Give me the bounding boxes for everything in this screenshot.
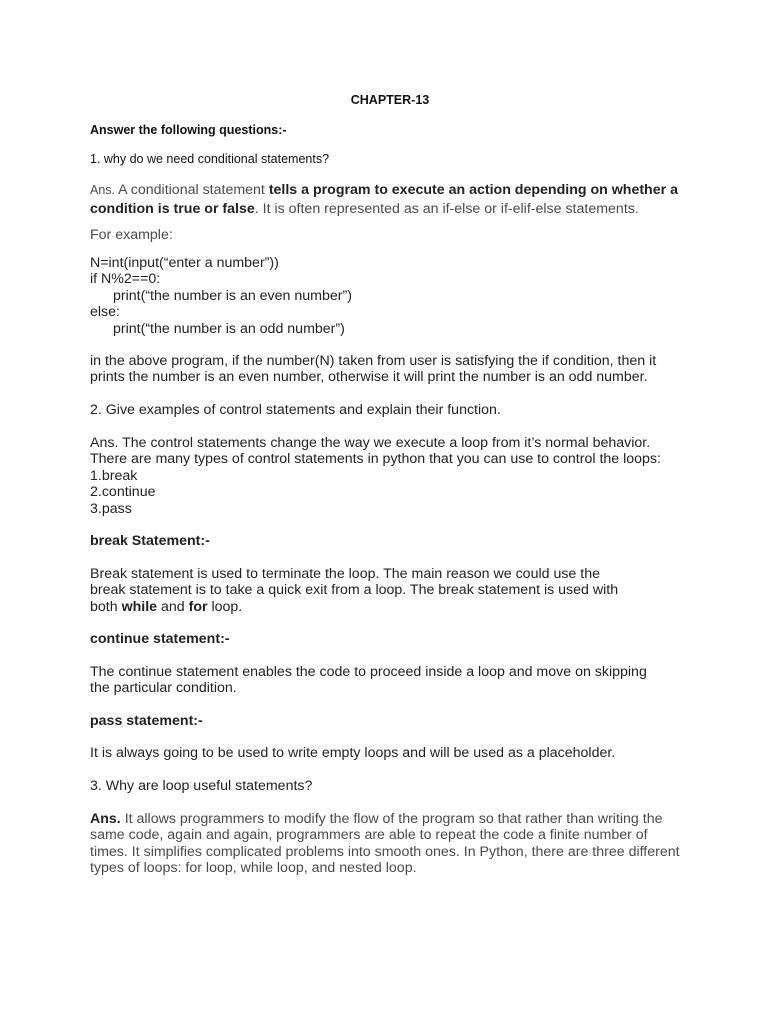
answer-3-label: Ans.	[90, 811, 121, 827]
code-line: print(“the number is an odd number”)	[113, 320, 345, 337]
continue-heading: continue statement:-	[90, 631, 230, 647]
pass-text: It is always going to be used to write empty loops and will be used as a placeholder.	[90, 745, 616, 761]
answer-1	[90, 181, 690, 219]
break-text-and: and	[157, 598, 189, 615]
break-heading: break Statement:-	[90, 533, 210, 549]
question-3: 3. Why are loop useful statements?	[90, 778, 313, 794]
answer-2-intro: Ans. The control statements change the way we execute a loop from it’s normal behavior. There are many types of control statements in python that you can use to control the loops:	[90, 435, 661, 468]
break-text-while: while	[121, 598, 158, 615]
answer-1-bold: tells a program to execute an action depending on whether a condition is true or false	[90, 182, 678, 217]
control-statement-list	[90, 468, 690, 517]
example-explanation: in the above program, if the number(N) taken from user is satisfying the if condition, then it prints the number is an even number, otherwise it will print the number is an odd number.	[90, 353, 657, 386]
code-block	[90, 255, 690, 337]
list-item: 2.continue	[90, 484, 156, 501]
question-2: 2. Give examples of control statements and explain their function.	[90, 402, 501, 418]
instruction-heading: Answer the following questions:-	[90, 123, 287, 137]
answer-1-label: Ans.	[90, 183, 116, 197]
question-1: 1. why do we need conditional statements?	[90, 152, 330, 166]
code-line: print(“the number is an even number”)	[113, 287, 352, 304]
answer-3	[90, 811, 682, 877]
code-line: N=int(input(“enter a number”))	[90, 255, 279, 271]
answer-1-text-b: . It is often represented as an if-else or if-elif-else statements.	[254, 201, 639, 217]
pass-heading: pass statement:-	[90, 713, 203, 729]
continue-text: The continue statement enables the code to proceed inside a loop and move on skipping the particular condition.	[90, 664, 647, 697]
break-text-main: Break statement is used to terminate the loop. The main reason we could use the break statement is to take a quick exit from a loop. The break statement is used with	[90, 566, 619, 599]
break-text-both: both	[90, 598, 122, 615]
code-line: else:	[90, 304, 120, 321]
break-text	[90, 566, 635, 615]
break-text-for: for	[188, 598, 208, 615]
chapter-title: CHAPTER-13	[350, 93, 430, 107]
answer-1-text-a: A conditional statement	[115, 182, 269, 198]
code-line: if N%2==0:	[90, 271, 161, 288]
break-text-loop: loop.	[207, 598, 243, 615]
answer-3-text: It allows programmers to modify the flow of the program so that rather than writing the same code, again and again, programmers are able to repeat the code a finite number of times. It simplifies complicated problems into smooth ones. In Python, there are three different types of loops: for loop, while loop, and nested loop.	[90, 811, 680, 877]
list-item: 1.break	[90, 468, 138, 484]
example-label: For example:	[90, 227, 173, 243]
list-item: 3.pass	[90, 500, 132, 517]
